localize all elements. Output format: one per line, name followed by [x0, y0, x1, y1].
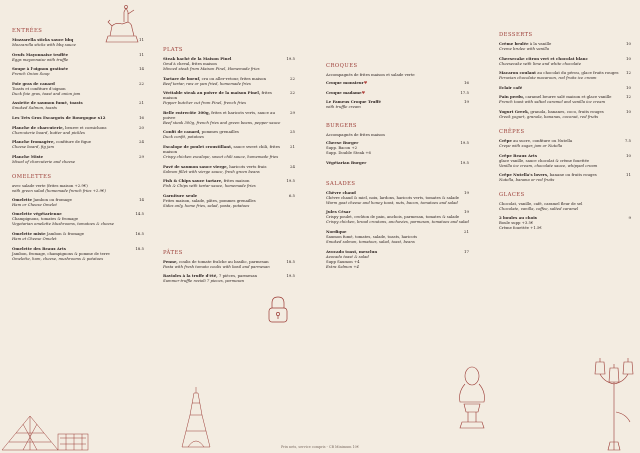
menu-item	[12, 139, 144, 149]
item-description: banane ou fruits rouges	[548, 172, 597, 178]
item-name: Crêpe	[499, 137, 512, 143]
item-name: Foie gras de canard	[12, 80, 55, 86]
column-croques-burgers-salades	[326, 63, 469, 285]
section-subtitle: Accompagnés de frites maison et salade verte	[326, 72, 415, 77]
item-name: Penne,	[163, 258, 178, 264]
item-description: au sucre, confiture ou Nutella	[511, 137, 573, 143]
item-price: 29	[290, 109, 295, 115]
item-translation: Mozzarella sticks with bbq sauce	[12, 42, 76, 47]
item-description: confiture de figue	[54, 139, 92, 145]
menu-item	[163, 144, 295, 159]
menu-item	[499, 138, 631, 148]
item-translation: Beef steak 300g, french fries and green beans, pepper sauce	[163, 119, 281, 125]
item-name: Pain perdu,	[499, 94, 525, 100]
item-name: Cheesecake citron vert et chocolat blanc	[499, 55, 588, 61]
item-price: 19.5	[286, 56, 295, 61]
item-name: Croque monsieur	[326, 80, 364, 85]
item-translation: Charcuterie board, butter and pickles	[12, 129, 85, 135]
item-translation: French toast with salted caramel and vanilla ice cream	[499, 99, 606, 105]
item-translation: Nutella, banana or red fruits	[499, 177, 555, 183]
item-line	[163, 90, 295, 100]
item-name: Ravioles à la truffe d'été,	[163, 273, 218, 279]
item-translation: French Onion Soup	[12, 71, 50, 77]
item-name: Crème brulée	[499, 41, 529, 46]
menu-item	[499, 94, 631, 104]
item-translation: Duck foie gras, toast and onion jam	[12, 90, 81, 96]
menu-item	[163, 56, 295, 71]
item-name: Le Fameux Croque Truffé	[326, 99, 382, 105]
item-name: Planche Mixte	[12, 153, 44, 159]
menu-item	[12, 246, 144, 261]
item-detail: Supp Saumon +4	[326, 258, 360, 264]
item-description: sauce sweet chili, frites maison	[163, 143, 281, 154]
menu-section	[326, 181, 469, 269]
item-name: Jules César	[326, 209, 351, 215]
item-name: 2 boules au choix	[499, 215, 537, 221]
menu-item	[326, 160, 469, 165]
menu-section	[163, 47, 295, 208]
menu-section	[499, 192, 631, 230]
menu-item	[326, 229, 469, 244]
item-translation: Smoked Salmon, toasts	[12, 105, 57, 111]
menu-item	[12, 211, 144, 226]
item-name: Oeufs Mayonnaise truffée	[12, 51, 69, 57]
item-price: 19.5	[460, 159, 469, 165]
item-translation: Crepe with sugar, jam or Nutella	[499, 142, 563, 148]
item-translation: Crispy chicken, bread croutons, anchovies, parmesan, tomatoes and salad	[326, 219, 469, 225]
item-price: 10	[626, 55, 631, 61]
item-name: Omelette végétarienne	[12, 211, 62, 217]
item-name: Steak haché de la Maison Pinel	[163, 56, 232, 61]
item-translation: Vegetarian omelette Mushrooms, tomatoes & cheese	[12, 221, 114, 227]
item-translation: Extra Salmon +4	[326, 263, 359, 269]
item-translation: Peruvian chocolate macaroon, red fruits ice cream	[499, 75, 597, 81]
item-price: 14	[139, 196, 144, 202]
menu-item	[326, 80, 469, 85]
item-price: 19.5	[460, 140, 469, 146]
item-description: Jambon ou fromage	[32, 196, 72, 202]
item-detail: Crispy poulet, croûton de pain, anchois, parmesan, tomates & salade	[326, 214, 460, 220]
item-name: Assiette de saumon fumé, toasts	[12, 100, 83, 106]
item-line	[326, 80, 469, 85]
menu-item	[12, 52, 144, 62]
item-description: frites maison	[163, 90, 272, 101]
menu-item	[12, 154, 144, 164]
menu-item	[326, 209, 469, 224]
menu-item	[326, 99, 469, 109]
item-price: 14	[139, 66, 144, 72]
item-name: Véritable steak au poivre de la maison Pinel,	[163, 90, 261, 96]
menu-item	[12, 66, 144, 76]
column-desserts-crepes-glaces	[499, 32, 631, 240]
menu-item	[163, 273, 295, 283]
menu-item	[12, 197, 144, 207]
section-title: CRÊPES	[499, 128, 525, 135]
item-price: 25	[290, 129, 295, 135]
column-plats-pates	[163, 47, 295, 292]
menu-item	[326, 140, 469, 155]
item-name: Macaron coulant	[499, 70, 536, 76]
section-title: OMELETTES	[12, 173, 52, 180]
section-title: DESSERTS	[499, 32, 533, 38]
heart-icon: ♥	[363, 80, 368, 85]
street-lamp-illustration	[590, 352, 638, 452]
item-name: Planche fromagère,	[12, 139, 55, 145]
item-translation: Ham et Cheese Omelet	[12, 235, 57, 241]
item-translation: Crème fouettée +1.5€	[499, 225, 542, 231]
item-description: frites et haricots verts, sauce au poivre	[163, 109, 275, 120]
item-translation: Warm goat cheese and honey toast, nuts, bacon, tomatoes and salad	[326, 199, 458, 205]
item-description: pommes grenailles	[200, 129, 239, 135]
item-line	[12, 115, 144, 120]
item-detail: Boule supp +3.5€	[499, 220, 534, 226]
footer-note: Prix nets, service compris - CB Minimum 10€	[281, 445, 359, 449]
menu-item	[12, 115, 144, 120]
item-translation: Minced steak from Maison Pinel, Homemade fries	[163, 66, 260, 71]
item-translation: Pepper butcher cut from Pinel, french fries	[163, 100, 247, 106]
item-description: caramel beurre salé maison et glace vanille	[524, 94, 612, 100]
item-name: Crêpe Beaux Arts	[499, 152, 538, 158]
section-title: BURGERS	[326, 123, 357, 130]
item-detail: Supp. Double Steak +6	[326, 150, 371, 156]
item-price: 18.5	[135, 245, 144, 251]
item-description: à la vanille	[528, 41, 552, 46]
section-title: SALADES	[326, 180, 356, 187]
section-note: avec salade verte (frites maison +2.9€)	[12, 182, 88, 188]
item-translation: Beef tartar, raw or pan fried, homemade fries	[163, 80, 251, 86]
menu-item	[163, 129, 295, 139]
item-description: cru ou aller-retour, frites maison	[200, 75, 267, 81]
item-description: beurre et cornichons	[63, 124, 107, 130]
menu-item	[163, 259, 295, 269]
item-line	[163, 144, 295, 154]
section-title: CROQUES	[326, 63, 358, 69]
item-name: Cheese Burger	[326, 140, 359, 146]
item-name: Pavé de saumon sauce vierge,	[163, 163, 228, 169]
section-note-en: with green salad (homemade french fries +2.9€)	[12, 187, 106, 193]
item-price: 11	[139, 51, 144, 57]
item-description: au chocolat du pérou, glace fruits rouges	[535, 70, 619, 76]
item-name: Chèvre chaud	[326, 189, 356, 195]
item-price: 19	[464, 209, 469, 215]
item-price: 18.5	[286, 258, 295, 264]
menu-item	[499, 70, 631, 80]
item-name: Mozzarella sticks sauce bbq	[12, 37, 74, 42]
menu-item	[499, 85, 631, 90]
item-price: 10	[626, 152, 631, 158]
menu-item	[12, 125, 144, 135]
item-name: Avocado toast, mesclun	[326, 248, 378, 254]
item-price: 22	[290, 75, 295, 81]
item-translation: Mixed of charcuterie and cheese	[12, 158, 76, 164]
item-name: Les Très Gros Escargots de Bourgogne x12	[12, 114, 106, 120]
item-description: 7 pièces, parmesan	[217, 273, 258, 279]
item-translation: Pasta with fresh tomato coulis with basil and parmesan	[163, 263, 270, 269]
item-translation: Eggs mayonnaise with truffle	[12, 56, 69, 62]
menu-item	[12, 81, 144, 96]
item-price: 29	[139, 153, 144, 159]
menu-section	[326, 123, 469, 165]
item-detail: Supp. Bacon +2	[326, 145, 358, 151]
item-price: 19.5	[286, 178, 295, 184]
item-price: 19.5	[286, 273, 295, 279]
item-translation: Sides only, home fries, salad, pasta, potatoes	[163, 202, 250, 208]
item-detail: Toasts et confiture d'oignon	[12, 85, 66, 91]
item-price: 24	[290, 163, 295, 169]
item-translation: with truffle cream	[326, 104, 361, 110]
item-line	[499, 85, 631, 90]
item-line	[163, 110, 295, 120]
bust-sculpture-illustration	[452, 362, 492, 432]
menu-item	[163, 164, 295, 174]
section-subtitle: Accompagnés de frites maison	[326, 132, 385, 138]
item-price: 12	[626, 94, 631, 100]
item-price: 16	[464, 80, 469, 85]
item-price: 24	[139, 139, 144, 145]
item-price: 11	[626, 172, 631, 178]
menu-section	[499, 32, 631, 119]
menu-item	[163, 178, 295, 188]
item-translation: Ham or Cheese Omelet	[12, 201, 57, 207]
item-translation: Summer truffle ravioli 7 pieces, parmesan	[163, 278, 245, 284]
item-translation: Smoked salmon, tomatoes, salad, toast, beans	[326, 238, 415, 244]
item-price: 21	[290, 143, 295, 149]
item-detail: glace vanille, sauce chocolat & crème fouettée	[499, 157, 590, 163]
section-title: PÂTES	[163, 249, 183, 256]
menu-item	[499, 153, 631, 168]
item-description: haricots verts frais	[227, 163, 267, 169]
section-note: Chocolat, vanille, café, caramel fleur de sel	[499, 201, 583, 207]
item-detail: Chèvre chaud & miel, noix, lardons, haricots verts, tomates & salade	[326, 194, 460, 200]
item-translation: Vanilla ice cream, chocolate sauce, whipped cream	[499, 162, 598, 168]
heart-icon: ♥	[361, 89, 366, 95]
menu-section	[12, 174, 144, 261]
section-title: ENTRÉES	[12, 28, 43, 34]
eiffel-tower-illustration	[166, 385, 226, 449]
item-detail: Frites maison, salade, pâtes, pommes grenailles	[163, 197, 256, 203]
item-name: Yogurt Greek,	[499, 108, 530, 114]
item-price: 22	[139, 80, 144, 86]
item-detail: Jambon, fromage, champignons & pomme de terre	[12, 250, 110, 256]
item-price: 12	[626, 70, 631, 76]
item-price: 20	[139, 124, 144, 130]
item-description: coulis de tomate fraîche au basilic, parmesan	[177, 258, 269, 264]
item-name: Croque madame	[326, 89, 362, 95]
item-price: 14.5	[135, 211, 144, 217]
item-translation: Crispy chicken escalope, sweet chili sauce, homemade fries	[163, 153, 279, 159]
item-translation: Cheesecake with lime and white chocolate	[499, 60, 582, 66]
item-price: 19	[464, 99, 469, 105]
section-title: PLATS	[163, 47, 183, 53]
item-name: Tartare de boeuf,	[163, 75, 201, 81]
item-description: granola, bananes, coco, fruits rouges	[529, 108, 604, 114]
item-price: 22	[290, 90, 295, 96]
menu-item	[12, 231, 144, 241]
item-detail: Oeuf à cheval, frites maison	[163, 61, 217, 66]
item-price: 11	[139, 37, 144, 42]
item-line	[326, 160, 469, 165]
menu-item	[163, 90, 295, 105]
item-name: Omelette mixte	[12, 230, 46, 236]
item-name: Crêpe Nutella's lovers,	[499, 172, 549, 178]
item-price: 17.5	[460, 89, 469, 95]
menu-item	[326, 90, 469, 95]
item-detail: Champignons, tomates & fromage	[12, 216, 79, 222]
item-translation: Duck confit, potatoes	[163, 134, 204, 140]
menu-item	[163, 110, 295, 125]
item-name: Nordique	[326, 228, 347, 234]
item-price: 19	[464, 189, 469, 195]
item-name: Omelette	[12, 196, 33, 202]
menu-item	[326, 249, 469, 269]
menu-item	[499, 215, 631, 230]
menu-section	[326, 63, 469, 109]
item-price: 21	[464, 228, 469, 234]
menu-item	[326, 190, 469, 205]
item-name: Fish & Chips sauce tartare,	[163, 178, 223, 184]
item-translation: Omelette, ham, cheese, mushrooms & potatoes	[12, 255, 104, 261]
item-name: Soupe à l'oignon gratinée	[12, 66, 69, 72]
column-entrees-omelettes	[12, 28, 144, 270]
menu-item	[163, 76, 295, 86]
item-translation: Cheese board, fig jam	[12, 144, 55, 150]
item-name: Confit de canard,	[163, 129, 201, 135]
item-name: Eclair café	[499, 84, 523, 90]
section-title: GLACES	[499, 192, 525, 199]
item-translation: Creme brulee with vanilla	[499, 46, 550, 51]
padlock-illustration	[267, 294, 289, 324]
menu-section	[163, 250, 295, 284]
item-price: 7.5	[624, 137, 631, 143]
equestrian-statue-illustration	[98, 2, 146, 44]
item-price: 10	[626, 108, 631, 114]
menu-section	[12, 28, 144, 164]
item-detail: Saumon fumé, tomates, salade, toasts, haricots	[326, 233, 418, 239]
menu-section	[499, 129, 631, 182]
item-name: Garniture seule	[163, 192, 198, 198]
item-name: Belle entrecôte 300g,	[163, 109, 210, 115]
menu-item	[499, 109, 631, 119]
item-translation: Salmon fillet with vierge sauce, fresh green beans	[163, 168, 260, 174]
item-translation: Fish & Chips with tartar sauce, homemade fries	[163, 183, 256, 189]
menu-item	[499, 41, 631, 51]
item-price: 6.5	[288, 192, 295, 198]
item-name: Omelette des Beaux Arts	[12, 245, 66, 251]
item-name: Planche de charcuterie,	[12, 124, 64, 130]
item-price: 16.5	[135, 230, 144, 236]
section-note-en: Chocolate, vanilla, coffee, salted caramel	[499, 206, 579, 212]
item-translation: Greek yogurt, granola, bananas, coconut, red fruits	[499, 113, 599, 119]
item-price: 16	[139, 114, 144, 120]
menu-item	[499, 56, 631, 66]
item-name: Végétarian Burger	[326, 159, 367, 165]
item-name: Escalope de poulet croustillant,	[163, 143, 233, 149]
item-price: 9	[628, 215, 631, 221]
item-description: Jambon & fromage	[45, 230, 85, 236]
item-description: frites maison	[222, 178, 250, 184]
item-price: 10	[626, 41, 631, 46]
item-price: 17	[464, 248, 469, 254]
item-translation: Avocado toast & salad	[326, 253, 369, 259]
menu-item	[499, 172, 631, 182]
item-line	[326, 90, 469, 95]
menu-item	[163, 193, 295, 208]
item-price: 10	[626, 84, 631, 90]
menu-item	[12, 100, 144, 110]
item-price: 21	[139, 100, 144, 106]
